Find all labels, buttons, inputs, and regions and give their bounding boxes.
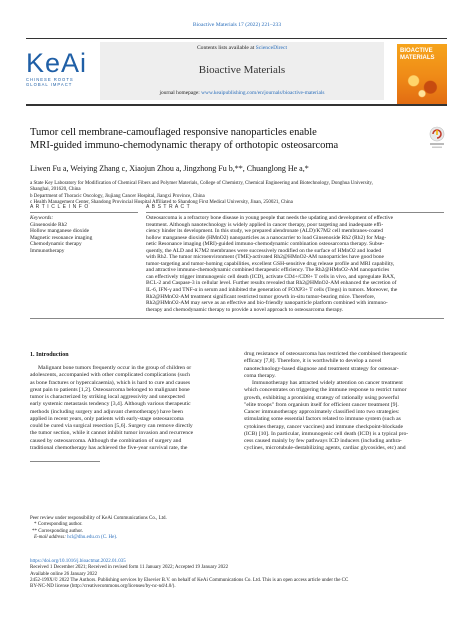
- intro-line: applied in recent years, only patients with early-stage osteosarcoma: [30, 415, 184, 422]
- footnotes: [30, 516, 450, 541]
- contents-line: [100, 45, 384, 51]
- abstract-line: therapy and chemodynamic therapy to provide a novel approach to osteosarcoma therapy.: [146, 306, 344, 313]
- cover-artwork: [401, 68, 443, 100]
- intro-line: which concentrates on triggering the immune response to restrict tumor: [244, 387, 407, 394]
- abstract-line: IL-6, IFN-γ and TNF-α in serum and inhibited the generation of FOXP3+ T cells (Tregs) in tumors. Moreover, the: [146, 287, 398, 294]
- affiliations: [30, 181, 460, 206]
- intro-line: adolescents, accompanied with other complicated complications (such: [30, 372, 190, 379]
- abstract-line: tumor-targeting and tumor-homing capabilities, excellent GSH-sensitive drug release profile and MRI capability,: [146, 260, 395, 267]
- publication-info: [30, 559, 450, 590]
- intro-line: cytokines therapy, cancer vaccines) and immune checkpoint-blockade: [244, 423, 403, 430]
- abstract-body: [146, 215, 444, 313]
- affiliation-b: b Department of Thoracic Oncology, Jiujiang Cancer Hospital, Jiangxi Province, China: [30, 193, 205, 199]
- keyword: Immunotherapy: [30, 247, 65, 254]
- journal-name: Bioactive Materials: [198, 64, 286, 76]
- article-info-heading: A R T I C L E I N F O: [30, 204, 89, 210]
- intro-line: "elite troops" from organism itself for efficient cancer treatment [9].: [244, 401, 399, 408]
- intro-line: early systemic metastasis tendency [3,4]. Although various therapeutic: [30, 401, 191, 408]
- abstract-line: Rh2@HMnO2-AM treatment significant restricted tumor growth in-situ tumor-bearing mice. Therefore,: [146, 293, 376, 300]
- intro-right-column: [244, 351, 447, 453]
- doi-link[interactable]: https://doi.org/10.1016/j.bioactmat.2022.01.035: [30, 559, 126, 564]
- intro-line: traditional chemotherapy has achieved the five-year survival rate, the: [30, 444, 188, 451]
- intro-line: drug resistance of osteosarcoma has restricted the combined therapeutic: [244, 351, 408, 357]
- article-info-rule: [30, 212, 138, 213]
- intro-line: Malignant bone tumors frequently occur in the group of children or: [38, 365, 192, 371]
- intro-line: Cancer immunotherapy approximately classified into two strategies:: [244, 409, 400, 415]
- header-bottom-rule: [26, 104, 447, 106]
- intro-line: coma therapy.: [244, 372, 276, 379]
- email-label: E-mail address:: [34, 534, 66, 540]
- article-title-line-1: Tumor cell membrane-camouflaged responsive nanoparticles enable: [30, 127, 317, 138]
- peer-review-note: Peer review under responsibility of KeAi Communications Co., Ltd.: [30, 516, 167, 521]
- intro-line: as bone fractures or hypercalcaemia), which is hard to cure and causes: [30, 379, 191, 386]
- email-link[interactable]: hcl@dhu.edu.cn (C. He).: [67, 534, 118, 540]
- copyright-line-2[interactable]: BY-NC-ND license (http://creativecommons.org/licenses/by-nc-nd/4.0/).: [30, 584, 176, 590]
- abstract-heading: A B S T R A C T: [146, 204, 191, 210]
- header-top-rule: [26, 38, 447, 39]
- intro-line: could be cured via surgical resection [5,6]. Surgery can remove directly: [30, 423, 193, 429]
- keai-logo: [26, 50, 98, 100]
- abstract-line: quently, the ALD and K7M2 membranes were successively modified on the surface of HMnO2 and loaded: [146, 247, 382, 254]
- abstract-line: netic Resonance imaging (MRI)-guided immuno-chemodynamic combination osteosarcoma therapy. Subse-: [146, 241, 385, 248]
- available-online: Available online 26 January 2022: [30, 571, 98, 577]
- check-for-updates-icon[interactable]: [428, 126, 446, 150]
- contents-prefix: Contents lists available at: [196, 45, 255, 51]
- abstract-line: can effectively trigger immunogenic cell death (ICD), activate CD4+/CD8+ T cells in vivo, and upregulate BAX,: [146, 273, 396, 280]
- intro-line: cyclines, microtubule-destabilizing agents, cardiac glycosides, etc) and: [244, 445, 406, 452]
- keai-tagline: CHINESE ROOTS GLOBAL IMPACT: [26, 77, 74, 87]
- abstract-rule: [146, 212, 444, 213]
- corresponding-author-2: ** Corresponding author.: [32, 528, 83, 534]
- abstract-line: Osteosarcoma is a refractory bone disease in young people that needs the updating and development of effective: [146, 215, 394, 221]
- abstract-line: with Rh2. The tumor microenvironment (TME)-activated Rh2@HMnO2-AM nanoparticles have good bone: [146, 254, 384, 261]
- abstract-line: and attractive immuno-chemodynamic combined therapeutic efficiency. The Rh2@HMnO2-AM nanoparticles: [146, 267, 390, 274]
- cover-title: BIOACTIVE MATERIALS: [400, 48, 435, 61]
- sciencedirect-link[interactable]: ScienceDirect: [255, 45, 288, 51]
- intro-line: growth, exhibiting a promising strategy of rationally using powerful: [244, 394, 399, 401]
- homepage-prefix: journal homepage:: [159, 90, 200, 96]
- abstract-bottom-rule: [30, 318, 444, 319]
- affiliation-a: a State Key Laboratory for Modification of Chemical Fibers and Polymer Materials, College of Chemistry, Chemical Engineering and Biotechnology, Donghua University,: [30, 181, 373, 186]
- abstract-line: ciency hinder its development. In this study, we prepared alendronate (ALD)/K7M2 cell membranes-coated: [146, 228, 383, 235]
- keywords-label: Keywords:: [30, 215, 54, 221]
- received-dates: Received 1 December 2021; Received in revised form 11 January 2022; Accepted 19 January 2022: [30, 565, 229, 571]
- footnote-rule: [30, 461, 100, 462]
- journal-homepage: [100, 90, 384, 96]
- affiliation-c: c Health Management Center, Shandong Provincial Hospital Affiliated to Shandong First Medical University, Jinan, 250021, China: [30, 199, 293, 205]
- intro-line: efficacy [7,8]. Therefore, it is worthwhile to develop a novel: [244, 358, 382, 365]
- article-title-line-2: MRI-guided immuno-chemodynamic therapy of orthotopic osteosarcoma: [30, 140, 339, 151]
- abstract-line: treatment. Although nanotechnology is widely applied in cancer therapy, poor targeting and inadequate effi-: [146, 221, 384, 228]
- abstract-line: Rh2@HMnO2-AM may serve as an effective and bio-friendly nanoparticle platform combined with immuno-: [146, 300, 388, 307]
- author-list: Liwen Fu a, Weiying Zhang c, Xiaojun Zhou a, Jingzhong Fu b,**, Chuanglong He a,*: [30, 164, 309, 173]
- keyword: Magnetic resonance imaging: [30, 234, 93, 241]
- journal-cover-image[interactable]: [397, 44, 447, 104]
- intro-heading: 1. Introduction: [30, 352, 69, 358]
- homepage-link[interactable]: www.keaipublishing.com/en/journals/bioactive-materials: [201, 90, 325, 96]
- keyword: Hollow manganese dioxide: [30, 228, 89, 235]
- intro-line: tumor is characterized by striking local aggressivity and unexpected: [30, 394, 185, 400]
- intro-line: methods (including surgery and adjuvant chemotherapy) have been: [30, 408, 183, 415]
- corresponding-author-1: * Corresponding author.: [34, 522, 83, 528]
- abstract-line: BCL-2 and Caspase-3 in cellular level. Further results revealed that Rh2@HMnO2-AM enhanced the secretion of: [146, 280, 397, 287]
- copyright-line-1: 2452-199X/© 2022 The Authors. Publishing services by Elsevier B.V. on behalf of KeAi Communications Co. Ltd. This is an open access article under the CC: [30, 577, 349, 583]
- intro-line: caused by osteosarcoma. Although the combination of surgery and: [30, 437, 182, 444]
- intro-line: the tumor section, while it cannot inhibit tumor invasion and recurrence: [30, 430, 194, 437]
- journal-citation[interactable]: Bioactive Materials 17 (2022) 221–233: [192, 22, 282, 28]
- intro-line: stimulating some essential factors related to immune system (such as: [244, 416, 401, 423]
- article-title: [30, 126, 402, 152]
- intro-line: nanotechnology-based diagnose and treatment strategy for osteosar-: [244, 365, 399, 372]
- intro-line: great pain to patients [1,2]. Osteosarcoma belonged to malignant bone: [30, 386, 190, 393]
- intro-left-column: [30, 365, 233, 452]
- intro-line: Immunotherapy has attracted widely attention on cancer treatment: [252, 380, 403, 386]
- keai-wordmark: KeAi: [26, 48, 88, 78]
- affiliation-a-cont: Shanghai, 201620, China: [30, 187, 81, 193]
- intro-line: (ICB) [10]. In particular, immunogenic cell death (ICD) is a typical pro-: [244, 430, 409, 437]
- intro-line: cess caused mainly by few pathways ICD inducers (including anthra-: [244, 438, 402, 444]
- abstract-line: hollow manganese dioxide (HMnO2) nanoparticles as a nanocarrier to load Ginsenoside Rh2 (Rh2) for Mag-: [146, 234, 387, 241]
- keyword: Ginsenoside Rh2: [30, 221, 67, 228]
- keyword: Chemodynamic therapy: [30, 241, 82, 248]
- keywords-block: [30, 215, 138, 255]
